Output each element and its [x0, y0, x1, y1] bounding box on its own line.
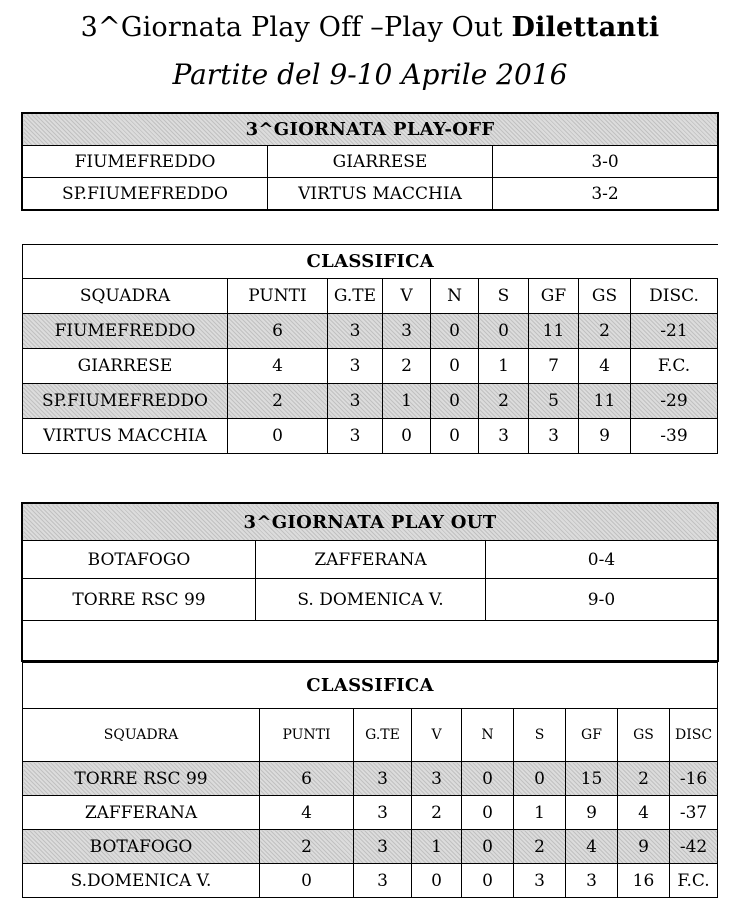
standings-cell-team: TORRE RSC 99	[23, 762, 260, 796]
standings-cell-disc: -39	[631, 419, 718, 454]
col-header: GF	[529, 279, 579, 314]
match-score: 9-0	[486, 579, 718, 621]
standings-cell-gte: 3	[354, 762, 412, 796]
match-away: VIRTUS MACCHIA	[268, 178, 493, 210]
playoff-standings-table	[22, 244, 718, 454]
standings-row	[23, 796, 718, 830]
standings-header-row	[23, 279, 718, 314]
standings-cell-n: 0	[431, 349, 479, 384]
standings-cell-gs: 2	[618, 762, 670, 796]
standings-cell-n: 0	[462, 796, 514, 830]
playoff-standings-heading: CLASSIFICA	[23, 245, 718, 279]
standings-cell-punti: 2	[228, 384, 328, 419]
standings-cell-disc: F.C.	[631, 349, 718, 384]
standings-cell-gf: 3	[566, 864, 618, 898]
standings-cell-v: 2	[383, 349, 431, 384]
col-header: G.TE	[328, 279, 383, 314]
standings-cell-s: 2	[514, 830, 566, 864]
standings-row	[23, 830, 718, 864]
col-header: DISC.	[631, 279, 718, 314]
col-header: S	[479, 279, 529, 314]
page-subtitle: Partite del 9-10 Aprile 2016	[172, 58, 568, 91]
playout-standings-heading: CLASSIFICA	[23, 663, 718, 709]
col-header: SQUADRA	[23, 709, 260, 762]
match-score: 0-4	[486, 541, 718, 579]
standings-cell-gte: 3	[328, 349, 383, 384]
standings-cell-v: 1	[412, 830, 462, 864]
match-score: 3-0	[493, 146, 718, 178]
standings-cell-team: GIARRESE	[23, 349, 228, 384]
standings-cell-v: 1	[383, 384, 431, 419]
standings-cell-gf: 15	[566, 762, 618, 796]
standings-cell-n: 0	[462, 864, 514, 898]
standings-cell-s: 2	[479, 384, 529, 419]
standings-cell-disc: -16	[670, 762, 718, 796]
col-header: GS	[618, 709, 670, 762]
standings-cell-gs: 16	[618, 864, 670, 898]
standings-cell-gte: 3	[354, 864, 412, 898]
standings-cell-punti: 0	[228, 419, 328, 454]
standings-cell-v: 2	[412, 796, 462, 830]
empty-row	[23, 621, 718, 661]
playout-matches-table	[22, 503, 718, 661]
standings-cell-punti: 0	[260, 864, 354, 898]
standings-row	[23, 762, 718, 796]
standings-row	[23, 349, 718, 384]
standings-cell-gf: 9	[566, 796, 618, 830]
col-header: V	[383, 279, 431, 314]
standings-cell-punti: 6	[228, 314, 328, 349]
standings-cell-team: SP.FIUMEFREDDO	[23, 384, 228, 419]
col-header: N	[431, 279, 479, 314]
col-header: GF	[566, 709, 618, 762]
title-text: 3^Giornata Play Off –Play Out	[80, 12, 512, 43]
standings-cell-gf: 11	[529, 314, 579, 349]
standings-cell-s: 0	[514, 762, 566, 796]
match-away: S. DOMENICA V.	[256, 579, 486, 621]
standings-cell-gs: 11	[579, 384, 631, 419]
standings-cell-n: 0	[431, 419, 479, 454]
standings-cell-n: 0	[462, 762, 514, 796]
standings-cell-gf: 3	[529, 419, 579, 454]
standings-cell-n: 0	[462, 830, 514, 864]
standings-cell-punti: 4	[260, 796, 354, 830]
title-bold: Dilettanti	[511, 12, 660, 43]
standings-cell-gf: 7	[529, 349, 579, 384]
standings-cell-disc: -37	[670, 796, 718, 830]
standings-cell-team: S.DOMENICA V.	[23, 864, 260, 898]
match-away: GIARRESE	[268, 146, 493, 178]
standings-cell-gs: 4	[618, 796, 670, 830]
standings-row	[23, 419, 718, 454]
standings-cell-disc: -29	[631, 384, 718, 419]
playoff-matches-table	[22, 113, 718, 210]
standings-cell-team: ZAFFERANA	[23, 796, 260, 830]
standings-cell-team: BOTAFOGO	[23, 830, 260, 864]
standings-header-row	[23, 709, 718, 762]
standings-cell-s: 0	[479, 314, 529, 349]
standings-cell-punti: 2	[260, 830, 354, 864]
standings-cell-n: 0	[431, 314, 479, 349]
col-header: V	[412, 709, 462, 762]
standings-cell-punti: 6	[260, 762, 354, 796]
standings-row	[23, 384, 718, 419]
standings-cell-gf: 4	[566, 830, 618, 864]
col-header: S	[514, 709, 566, 762]
standings-row	[23, 864, 718, 898]
standings-cell-v: 3	[383, 314, 431, 349]
col-header: N	[462, 709, 514, 762]
col-header: GS	[579, 279, 631, 314]
standings-cell-v: 0	[412, 864, 462, 898]
col-header: G.TE	[354, 709, 412, 762]
match-home: TORRE RSC 99	[23, 579, 256, 621]
standings-cell-gs: 9	[579, 419, 631, 454]
standings-cell-n: 0	[431, 384, 479, 419]
standings-cell-v: 0	[383, 419, 431, 454]
standings-cell-s: 1	[514, 796, 566, 830]
standings-cell-v: 3	[412, 762, 462, 796]
standings-cell-punti: 4	[228, 349, 328, 384]
standings-cell-gte: 3	[328, 384, 383, 419]
playout-standings-table	[22, 662, 718, 898]
standings-cell-gs: 2	[579, 314, 631, 349]
page-title	[0, 12, 740, 43]
col-header: PUNTI	[228, 279, 328, 314]
standings-cell-gte: 3	[354, 796, 412, 830]
standings-cell-disc: -42	[670, 830, 718, 864]
standings-cell-gte: 3	[328, 419, 383, 454]
match-away: ZAFFERANA	[256, 541, 486, 579]
standings-cell-gte: 3	[354, 830, 412, 864]
match-score: 3-2	[493, 178, 718, 210]
standings-cell-s: 1	[479, 349, 529, 384]
match-home: FIUMEFREDDO	[23, 146, 268, 178]
match-home: BOTAFOGO	[23, 541, 256, 579]
col-header: SQUADRA	[23, 279, 228, 314]
playoff-heading: 3^GIORNATA PLAY-OFF	[23, 114, 718, 146]
standings-cell-gs: 4	[579, 349, 631, 384]
standings-cell-gf: 5	[529, 384, 579, 419]
playout-heading: 3^GIORNATA PLAY OUT	[23, 504, 718, 541]
standings-cell-s: 3	[479, 419, 529, 454]
match-home: SP.FIUMEFREDDO	[23, 178, 268, 210]
col-header: PUNTI	[260, 709, 354, 762]
standings-cell-gte: 3	[328, 314, 383, 349]
standings-cell-s: 3	[514, 864, 566, 898]
standings-row	[23, 314, 718, 349]
standings-cell-disc: F.C.	[670, 864, 718, 898]
standings-cell-gs: 9	[618, 830, 670, 864]
standings-cell-team: VIRTUS MACCHIA	[23, 419, 228, 454]
standings-cell-team: FIUMEFREDDO	[23, 314, 228, 349]
col-header: DISC	[670, 709, 718, 762]
standings-cell-disc: -21	[631, 314, 718, 349]
